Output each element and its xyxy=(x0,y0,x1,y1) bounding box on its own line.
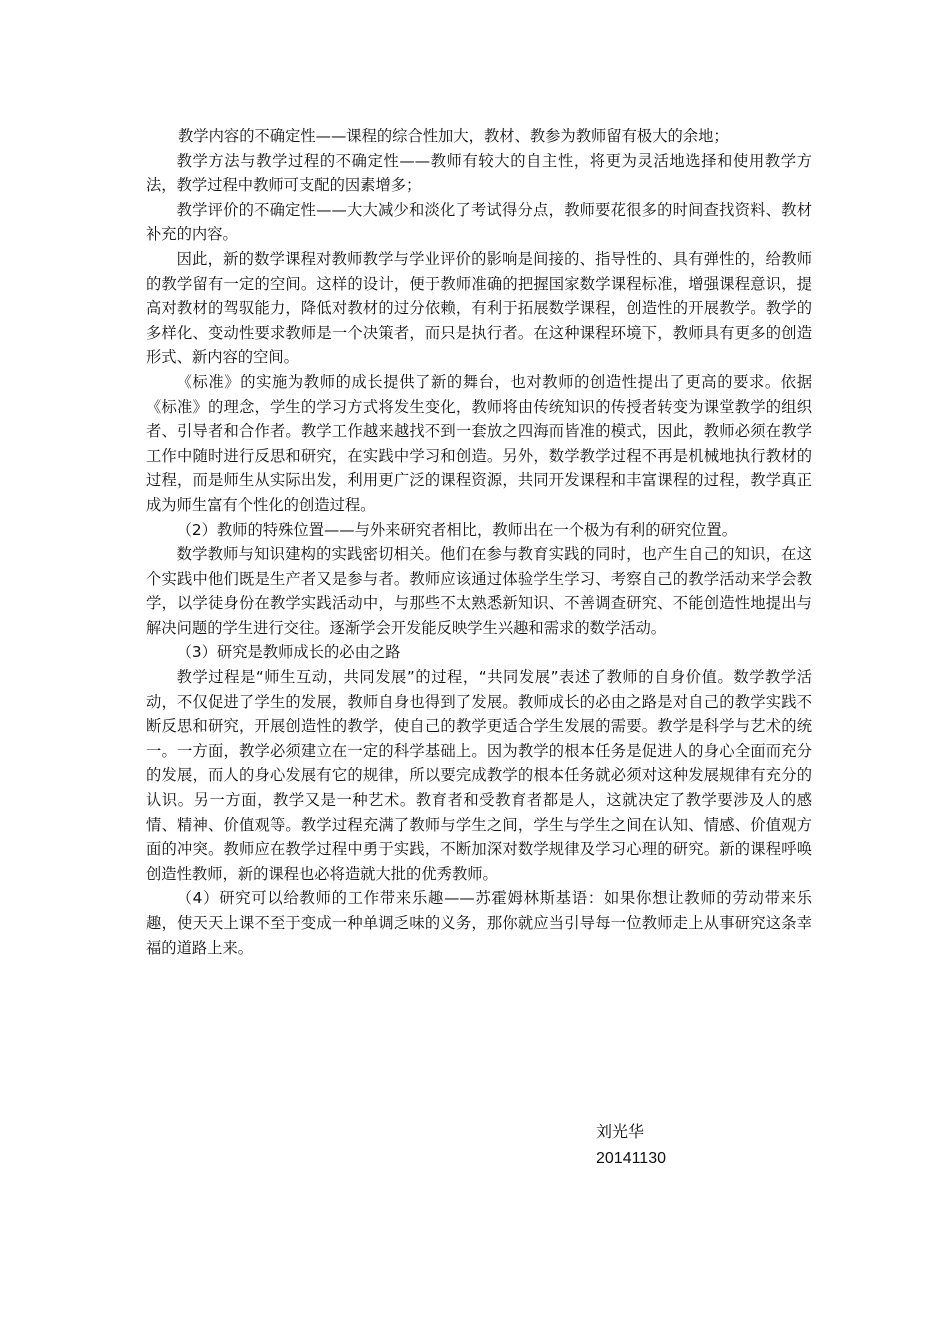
paragraph: 《标准》的实施为教师的成长提供了新的舞台，也对教师的创造性提出了更高的要求。依据《标准》的理念，学生的学习方式将发生变化，教师将由传统知识的传授者转变为课堂教学的组织者、引导者和合作者。教学工作越来越找不到一套放之四海而皆准的模式，因此，教师必须在教学工作中随时进行反思和研究，在实践中学习和创造。另外，数学教学过程不再是机械地执行教材的过程，而是师生从实际出发，利用更广泛的课程资源，共同开发课程和丰富课程的过程，教学真正成为师生富有个性化的创造过程。 xyxy=(146,372,812,514)
paragraph: 教学内容的不确定性——课程的综合性加大，教材、教参为教师留有极大的余地； xyxy=(178,127,729,145)
document-body xyxy=(146,124,812,960)
paragraph: 数学教师与知识建构的实践密切相关。他们在参与教育实践的同时，也产生自己的知识，在这个实践中他们既是生产者又是参与者。教师应该通过体验学生学习、考察自己的教学活动来学会教学，以学徒身份在教学实践活动中，与那些不太熟悉新知识、不善调查研究、不能创造性地提出与解决问题的学生进行交往。逐渐学会开发能反映学生兴趣和需求的数学活动。 xyxy=(146,545,812,637)
paragraph: （4）研究可以给教师的工作带来乐趣——苏霍姆林斯基语：如果你想让教师的劳动带来乐趣，使天天上课不至于变成一种单调乏味的义务，那你就应当引导每一位教师走上从事研究这条幸福的道路上来。 xyxy=(146,889,812,957)
paragraph: 教学评价的不确定性——大大减少和淡化了考试得分点，教师要花很多的时间查找资料、教材补充的内容。 xyxy=(146,200,812,244)
paragraph: 因此，新的数学课程对教师教学与学业评价的影响是间接的、指导性的、具有弹性的，给教师的教学留有一定的空间。这样的设计，便于教师准确的把握国家数学课程标准，增强课程意识，提高对教材的驾驭能力，降低对教材的过分依赖，有利于拓展数学课程，创造性的开展教学。教学的多样化、变动性要求教师是一个决策者，而只是执行者。在这种课程环境下，教师具有更多的创造形式、新内容的空间。 xyxy=(146,249,812,367)
paragraph: 教学过程是“师生互动，共同发展”的过程，“共同发展”表述了教师的自身价值。数学教学活动，不仅促进了学生的发展，教师自身也得到了发展。教师成长的必由之路是对自己的教学实践不断反思和研究，开展创造性的教学，使自己的教学更适合学生发展的需要。教学是科学与艺术的统一。一方面，教学必须建立在一定的科学基础上。因为教学的根本任务是促进人的身心全面而充分的发展，而人的身心发展有它的规律，所以要完成教学的根本任务就必须对这种发展规律有充分的认识。另一方面，教学又是一种艺术。教育者和受教育者都是人，这就决定了教学要涉及人的感情、精神、价值观等。教学过程充满了教师与学生之间，学生与学生之间在认知、情感、价值观方面的冲突。教师应在教学过程中勇于实践，不断加深对数学规律及学习心理的研究。新的课程呼唤创造性教师，新的课程也必将造就大批的优秀教师。 xyxy=(146,668,812,883)
signature-block xyxy=(596,1120,666,1172)
paragraph: 教学方法与教学过程的不确定性——教师有较大的自主性，将更为灵活地选择和使用教学方法，教学过程中教师可支配的因素增多； xyxy=(146,151,812,195)
signature-date: 20141130 xyxy=(596,1150,666,1167)
author-name: 刘光华 xyxy=(596,1124,645,1141)
section-heading: （3）研究是教师成长的必由之路 xyxy=(176,643,401,662)
section-heading: （2）教师的特殊位置——与外来研究者相比，教师出在一个极为有利的研究位置。 xyxy=(176,520,738,539)
